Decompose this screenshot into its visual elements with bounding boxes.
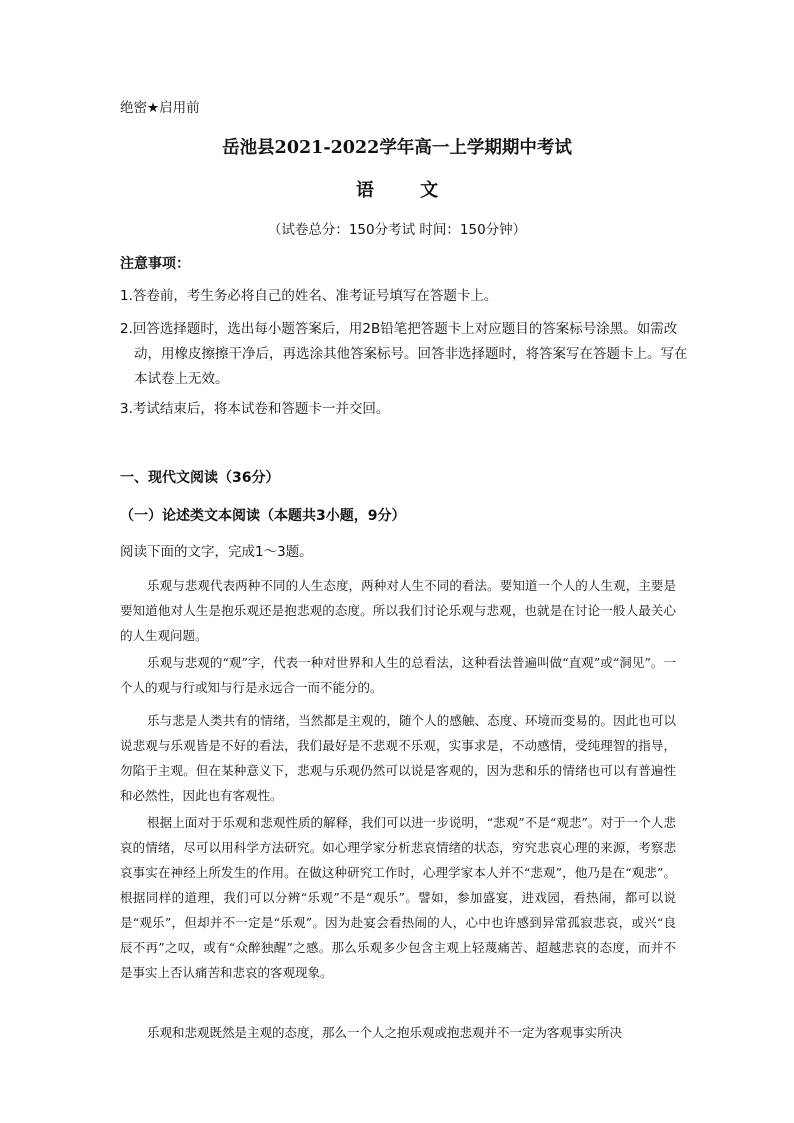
note-item: 2.回答选择题时，选出每小题答案后，用2B铅笔把答题卡上对应题目的答案标号涂黑。如需改动，用橡皮擦擦干净后，再选涂其他答案标号。回答非选择题时，将答案写在答题卡上。写在本试卷上无效。 — [120, 321, 688, 387]
reading-instruction: 阅读下面的文字，完成1～3题。 — [120, 544, 313, 560]
subsection-heading: （一）论述类文本阅读（本题共3小题，9分） — [120, 508, 406, 524]
passage-paragraph: 乐观与悲观的“观”字，代表一种对世界和人生的总看法，这种看法普遍叫做“直观”或“洞见”。一个人的观与行或知与行是永远合一而不能分的。 — [120, 655, 676, 695]
passage-paragraph: 根据上面对于乐观和悲观性质的解释，我们可以进一步说明，“悲观”不是“观悲”。对于一个人悲哀的情绪，尽可以用科学方法研究。如心理学家分析悲哀情绪的状态，穷究悲哀心理的来源，考察悲哀事实在神经上所发生的作用。在做这种研究工作时，心理学家本人并不“悲观”，他乃是在“观悲”。根据同样的道理，我们可以分辨“乐观”不是“观乐”。譬如，参加盛宴，进戏园，看热闹，都可以说是“观乐”，但却并不一定是“乐观”。因为赴宴会看热闹的人，心中也许感到异常孤寂悲哀，或兴“良辰不再”之叹，或有“众醉独醒”之感。那么乐观多少包含主观上轻蔑痛苦、超越悲哀的态度，而并不是事实上否认痛苦和悲哀的客观现象。 — [120, 815, 676, 980]
passage-paragraph: 乐观与悲观代表两种不同的人生态度，两种对人生不同的看法。要知道一个人的人生观，主要是要知道他对人生是抱乐观还是抱悲观的态度。所以我们讨论乐观与悲观，也就是在讨论一般人最关心的人生观问题。 — [120, 578, 676, 643]
section-heading: 一、现代文阅读（36分） — [120, 470, 280, 486]
note-item: 3.考试结束后，将本试卷和答题卡一并交回。 — [120, 401, 390, 417]
exam-info: （试卷总分：150分考试 时间：150分钟） — [267, 222, 527, 238]
subject-title: 语 文 — [355, 180, 459, 201]
passage-paragraph: 乐观和悲观既然是主观的态度，那么一个人之抱乐观或抱悲观并不一定为客观事实所决 — [147, 1025, 623, 1040]
passage-paragraph: 乐与悲是人类共有的情绪，当然都是主观的，随个人的感触、态度、环境而变易的。因此也可以说悲观与乐观皆是不好的看法，我们最好是不悲观不乐观，实事求是，不动感情，受纯理智的指导，勿陷于主观。但在某种意义下，悲观与乐观仍然可以说是客观的，因为悲和乐的情绪也可以有普遍性和必然性，因此也有客观性。 — [120, 713, 676, 803]
confidential-label: 绝密★启用前 — [120, 100, 200, 116]
notes-heading: 注意事项： — [120, 256, 190, 272]
exam-title: 岳池县2021-2022学年高一上学期期中考试 — [222, 138, 572, 158]
note-item: 1.答卷前，考生务必将自己的姓名、准考证号填写在答题卡上。 — [120, 288, 498, 304]
